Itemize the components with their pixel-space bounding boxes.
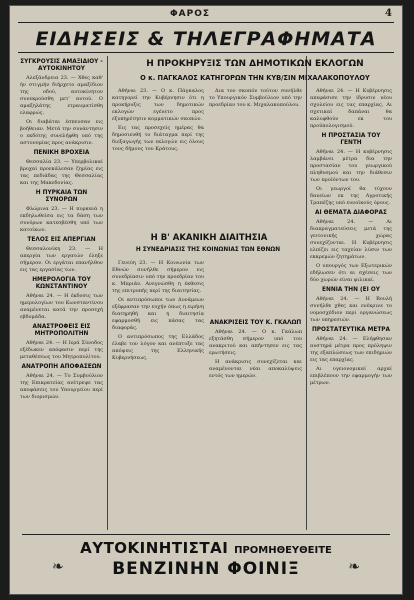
advertisement [22, 534, 390, 585]
article-text: Θεσσαλονίκη 23. — Η απεργία των εργατών έληξε σήμερον. Οι εργάται επανήλθον εις τας εργασίας των. [20, 246, 103, 273]
middle-column-a [112, 88, 204, 155]
headline: ΑΙ ΘΕΜΑΤΑ ΔΙΑΦΟΡΑΣ [315, 210, 387, 216]
ad-headline: ΑΥΤΟΚΙΝΗΤΙΣΤΑΙ [80, 539, 229, 557]
newspaper-name: ΦΑΡΟΣ [170, 9, 211, 19]
ornament-icon: ❧ [348, 559, 360, 575]
article-text: Οι γεωργοί θα τύχουν δανείων εκ της Αγροτικής Τραπέζης υπό ευνοϊκούς όρους. [310, 186, 392, 206]
headline: ΑΝΑΚΡΙΣΕΙΣ ΤΟΥ Κ. ΓΚΑΛΩΠ [209, 320, 302, 326]
main-subheadline: Ο κ. ΠΑΓΚΑΛΟΣ ΚΑΤΗΓΟΡΩΝ ΤΗΝ ΚΥΒ/ΣΙΝ ΜΙΧΑΛΑΚΟΠΟΥΛΟΥ [140, 74, 370, 82]
article-text: Ο υπουργός των Εξωτερικών εδήλωσεν ότι αι σχέσεις των δύο χωρών είναι φιλικαί. [310, 263, 392, 283]
article-text: Αθήναι 24. — Ελήφθησαν αυστηρά μέτρα προς πρόληψιν της εξαπλώσεως των επιδημιών εις τας επαρχίας. [310, 336, 392, 363]
left-column [20, 56, 103, 403]
article-text: Θεσσαλία 23. — Υπερβολικαί βροχαί προεκάλεσαν ζημίας εις τας πεδιάδας της Θεσσαλίας και της Μακεδονίας. [20, 159, 103, 186]
article-text: Οι διαβάται έσπευσαν εις βοήθειαν. Μετά την συνάντησιν ο εκδότης συνελήφθη υπό της αστυνομίας προς ανάκρισιν. [20, 119, 103, 146]
ornament-icon: ❧ [52, 559, 64, 575]
article-text: Εις τας προσεχείς ημέρας θα δημοσιευθή το διάταγμα περί της διεξαγωγής των εκλογών εις όλους τους δήμους του Κράτους. [112, 125, 204, 152]
middle-column-b [209, 88, 302, 111]
section-banner: ΕΙΔΗΣΕΙΣ & ΤΗΛΕΓΡΑΦΗΜΑΤΑ [35, 28, 377, 50]
headline: Η ΠΥΡΚΑΙΑ ΤΩΝ ΣΥΝΟΡΩΝ [35, 190, 88, 203]
article-text: Δια τον σκοπόν τούτον συνήλθε το Υπουργικόν Συμβούλιον υπό την προεδρίαν του κ. Μιχαλακοπούλου. [209, 88, 302, 108]
page-number: 4 [385, 8, 392, 19]
section-subheadline: Η ΣΥΝΕΔΡΙΑΣΙΣ ΤΗΣ ΚΟΙΝΩΝΙΑΣ ΤΩΝ ΕΘΝΩΝ [135, 247, 281, 253]
article-text: Η ανάκρισις συνεχίζεται και αναμένονται νέαι αποκαλύψεις εντός των ημερών. [209, 359, 302, 379]
article-text: Ο αντιπρόσωπος της Ελλάδος έλαβε τον λόγον και ανέπτυξε τας απόψεις της Ελληνικής Κυβερνήσεως. [112, 334, 204, 361]
article-text: Αθήναι 24. — Η έκδοσις των ημερολογίων του Κωνσταντίνου αναμένεται κατά την προσεχή εβδομάδα. [20, 293, 103, 320]
headline: ΑΝΑΣΤΡΟΦΕΙΣ ΕΙΣ ΜΗΤΡΟΠΟΛΙΤΗΝ [32, 324, 91, 337]
article-text: Αλεξάνδρεια 23. — Χθες καθ' ήν στιγμήν διήρχετο αμαξίδιον της οδού, αυτοκίνητον συνεκρούσθη μετ' αυτού. Ο αμαξηλάτης ετραυματίσθη ελαφρώς. [20, 75, 103, 116]
ad-subline: ΠΡΟΜΗΘΕΥΘΕΙΤΕ [234, 545, 332, 556]
article-text: Αθήναι 24. — Αι διαπραγματεύσεις μετά της γειτονικής χώρας συνεχίζονται. Η Κυβέρνησις ελπίζει εις ταχείαν λύσιν των εκκρεμών ζητημάτων. [310, 219, 392, 260]
column-divider [306, 56, 307, 530]
headline: ΣΥΓΚΡΟΥΣΙΣ ΑΜΑΞΙΔΙΟΥ - ΑΥΤΟΚΙΝΗΤΟΥ [20, 59, 103, 72]
headline: Η ΠΡΟΣΤΑΣΙΑ ΤΟΥ ΓΕΝΤΗ [321, 133, 381, 146]
headline: ΤΕΛΟΣ ΕΙΣ ΑΠΕΡΓΙΑΝ [27, 237, 96, 243]
headline: ΑΝΑΤΡΟΠΗ ΑΠΟΦΑΣΕΩΝ [21, 364, 102, 370]
article-text: Αι υγειονομικαί αρχαί επιβλέπουν την εφαρμογήν των μέτρων. [310, 366, 392, 386]
article-text: Φλώρινα 23. — Η πυρκαιά η εκδηλωθείσα εις τα δάση των συνόρων κατεσβέσθη υπό των κατοίκων. [20, 206, 103, 233]
article-text: Οι αντιπρόσωποι των Δυνάμεων εξέφρασαν την ευχήν όπως η ειρήνη διατηρηθή και η διαιτησία εφαρμοσθή εις πάσας τας διαφοράς. [112, 297, 204, 331]
article-text: Αθήναι 24. — Η Κυβέρνησις απεφάσισε την ίδρυσιν νέου σχολείου εις τας επαρχίας. Αι σχετικαί δαπάναι θα καλυφθούν εκ του προϋπολογισμού. [310, 88, 392, 129]
headline: ΠΡΟΣΤΑΤΕΥΤΙΚΑ ΜΕΤΡΑ [311, 327, 391, 333]
column-divider [107, 56, 108, 530]
article-text: Αθήναι 24. — Το Συμβούλιον της Επικρατείας ανέτρεψε τας αποφάσεις του Υπουργείου περί των διορισμών. [20, 373, 103, 400]
ad-brand: ΒΕΝΖΙΝΗΝ ΦΟΙΝΙΞ [112, 559, 300, 579]
section-headline: Η Β' ΑΚΑΝΙΚΗ ΔΙΑΙΤΗΣΙΑ [150, 233, 268, 243]
newspaper-page [10, 6, 402, 594]
article-text: Γενεύη 23. — Η Κοινωνία των Εθνών συνήλθε σήμερον εις συνεδρίασιν υπό την προεδρίαν του κ. Μπριάν. Ανεγνώσθη η έκθεσις της επιτροπής περί της διαιτησίας. [112, 260, 204, 294]
middle-column-c [112, 260, 204, 364]
middle-column-d [209, 260, 302, 382]
ad-line-1 [22, 539, 390, 560]
headline: ΗΜΕΡΟΛΟΓΙΑ ΤΟΥ ΚΩΝΣΤΑΝΤΙΝΟΥ [32, 277, 91, 290]
article-text: Αθήναι 24. — Η Βουλή συνήλθε χθες και ενέκρινε το νομοσχέδιον περί οργανώσεως των υπηρεσιών. [310, 296, 392, 323]
main-headline: Η ΠΡΟΚΗΡΥΞΙΣ ΤΩΝ ΔΗΜΟΤΙΚΩΝ ΕΚΛΟΓΩΝ [146, 59, 364, 69]
article-text: Αθήναι 24. — Ο κ. Γκάλωπ εξητάσθη σήμερον υπό του ανακριτού και απήντησεν εις τας ερωτήσεις. [209, 329, 302, 356]
article-text: Αθήναι 24. — Η Ιερά Σύνοδος εξέδωκεν απόφασιν περί της μεταθέσεως του Μητροπολίτου. [20, 340, 103, 360]
headline: ΠΕΝΙΚΗ ΒΡΟΧΕΙΑ [33, 150, 90, 156]
article-text: Αθήναι 24. — Η κυβέρνησις λαμβάνει μέτρα δια την προστασίαν του γεωργικού πληθυσμού και την διάθεσιν των προϊόντων του. [310, 149, 392, 183]
right-column [310, 88, 392, 389]
banner-rule [18, 52, 394, 53]
headline: ΕΝΝΙΑ ΤΗΝ (ΕΙ ΟΥ [322, 287, 380, 293]
article-text: Αθήναι 23. — Ο κ. Πάγκαλος κατηγορεί την Κυβέρνησιν ότι η προκήρυξις των δημοτικών εκλογών εγένετο προς εξυπηρέτησιν κομματικών σκοπών. [112, 88, 204, 122]
top-rule [18, 22, 394, 23]
